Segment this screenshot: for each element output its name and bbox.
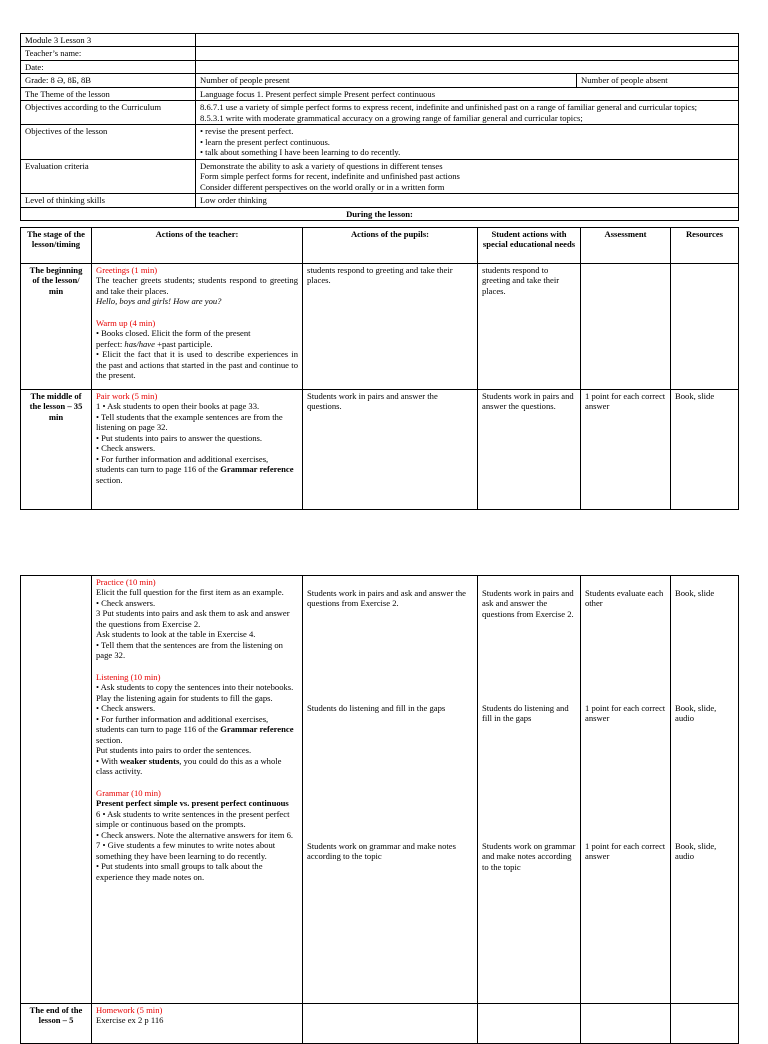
col-pupils: Actions of the pupils:: [303, 228, 478, 264]
thinking-value: Low order thinking: [196, 194, 739, 207]
curriculum-label: Objectives according to the Curriculum: [21, 101, 196, 125]
greetings-quote: Hello, boys and girls! How are you?: [96, 296, 222, 307]
warmup-line-3: • Elicit the fact that it is used to describe experiences in the past and actions that started in the past and continue to the present.: [96, 349, 298, 381]
pairwork-line-2: • Tell students that the example sentences are from the listening on page 32.: [96, 411, 283, 433]
text: Grammar reference: [220, 464, 294, 475]
text: • For further information and additional exercises, students can turn to page 116 of the: [96, 713, 269, 735]
resources-main: [671, 576, 739, 1004]
greetings-title: Greetings (1 min): [96, 265, 158, 275]
practice-line-1: Elicit the full question for the first item as an example.: [96, 587, 284, 598]
listening-resources: Book, slide, audio: [675, 703, 717, 724]
col-resources: Resources: [671, 228, 739, 264]
practice-resources: Book, slide: [675, 588, 715, 598]
during-lesson-heading: During the lesson:: [21, 207, 739, 220]
curriculum-objective-2: 8.5.3.1 write with moderate grammatical accuracy on a growing range of familiar general and curricular topics;: [200, 112, 583, 123]
pupil-actions-main: [303, 576, 478, 1004]
text: • With: [96, 755, 120, 766]
pairwork-line-4: • Check answers.: [96, 443, 156, 454]
lesson-objective-1: • revise the present perfect.: [200, 126, 294, 137]
pairwork-line-1: 1 • Ask students to open their books at page 33.: [96, 401, 260, 412]
module-label: Module 3 Lesson 3: [21, 34, 196, 47]
spacer: [96, 661, 298, 672]
date-value: [196, 60, 739, 73]
lesson-info-table: [20, 33, 739, 221]
resources-pairwork: Book, slide: [671, 390, 739, 510]
assessment-beginning: [581, 264, 671, 390]
teacher-actions-pairwork: [92, 390, 303, 510]
stage-middle-continued: [21, 576, 92, 1004]
resources-beginning: [671, 264, 739, 390]
listening-special: Students do listening and fill in the gaps: [482, 703, 569, 724]
grade: Grade: 8 Ә, 8Б, 8В: [21, 74, 196, 87]
practice-line-3: 3 Put students into pairs and ask them to ask and answer the questions from Exercise 2.: [96, 608, 290, 629]
stage-end: The end of the lesson – 5: [21, 1004, 92, 1044]
practice-line-5: • Tell them that the sentences are from the listening on page 32.: [96, 639, 283, 661]
spacer: [96, 777, 298, 788]
text: Grammar reference: [220, 724, 294, 735]
text: perfect:: [96, 338, 125, 349]
grammar-title: Grammar (10 min): [96, 787, 161, 798]
text: • For further information and additional exercises, students can turn to page 116 of the: [96, 453, 269, 475]
pupil-actions-pairwork: Students work in pairs and answer the questions.: [303, 390, 478, 510]
criterion-2: Form simple perfect forms for recent, indefinite and unfinished past actions: [200, 171, 460, 182]
theme-value: Language focus 1. Present perfect simple Present perfect continuous: [196, 87, 739, 100]
practice-line-4: Ask students to look at the table in Exercise 4.: [96, 629, 256, 640]
curriculum-value: [196, 101, 739, 125]
grammar-pupils: Students work on grammar and make notes according to the topic: [307, 841, 456, 862]
criterion-3: Consider different perspectives on the world orally or in a written form: [200, 181, 445, 192]
text: , you could do this as a whole class activity.: [96, 755, 282, 777]
special-actions-beginning: students respond to greeting and take their places.: [478, 264, 581, 390]
teacher-value: [196, 47, 739, 60]
module-value: [196, 34, 739, 47]
text: +past participle.: [154, 338, 213, 349]
objectives-label: Objectives of the lesson: [21, 125, 196, 159]
special-actions-pairwork: Students work in pairs and answer the questions.: [478, 390, 581, 510]
pupil-actions-beginning: students respond to greeting and take their places.: [303, 264, 478, 390]
greetings-text: The teacher greets students; students respond to greeting and take their places.: [96, 275, 298, 296]
assessment-main: [581, 576, 671, 1004]
stage-middle: The middle of the lesson – 35 min: [21, 390, 92, 510]
warmup-line-1: • Books closed. Elicit the form of the present: [96, 328, 251, 339]
listening-line-3: • Check answers.: [96, 703, 156, 714]
lesson-plan-table: [20, 227, 739, 510]
teacher-actions-beginning: [92, 264, 303, 390]
warmup-line-2: [96, 339, 298, 349]
listening-line-4: [96, 714, 298, 745]
lesson-objective-2: • learn the present perfect continuous.: [200, 136, 330, 147]
listening-pupils: Students do listening and fill in the gaps: [307, 703, 446, 713]
pairwork-line-3: • Put students into pairs to answer the questions.: [96, 432, 263, 443]
practice-title: Practice (10 min): [96, 577, 156, 587]
homework-text: Exercise ex 2 p 116: [96, 1015, 164, 1026]
present-count: Number of people present: [196, 74, 577, 87]
curriculum-objective-1: 8.6.7.1 use a variety of simple perfect forms to express recent, indefinite and unfinished past on a range of familiar general and curricular topics;: [200, 102, 698, 113]
criterion-1: Demonstrate the ability to ask a variety of questions in different tenses: [200, 160, 443, 171]
text: section.: [96, 474, 123, 485]
evaluation-label: Evaluation criteria: [21, 159, 196, 193]
col-stage: The stage of the lesson/timing: [21, 228, 92, 264]
text: has/have: [124, 338, 155, 349]
teacher-label: Teacher’s name:: [21, 47, 196, 60]
col-special-needs: Student actions with special educational needs: [478, 228, 581, 264]
objectives-value: [196, 125, 739, 159]
pairwork-line-5: [96, 454, 298, 485]
teacher-actions-main: [92, 576, 303, 1004]
warmup-title: Warm up (4 min): [96, 317, 156, 328]
grammar-special: Students work on grammar and make notes according to the topic: [482, 841, 576, 872]
homework-title: Homework (5 min): [96, 1005, 163, 1015]
absent-count: Number of people absent: [577, 74, 739, 87]
lesson-plan-table-continued: [20, 575, 739, 1044]
listening-title: Listening (10 min): [96, 671, 161, 682]
grammar-line-4: • Put students into small groups to talk about the experience they made notes on.: [96, 861, 263, 882]
spacer: [96, 307, 298, 318]
stage-beginning: The beginning of the lesson/ min: [21, 264, 92, 390]
grammar-line-3: 7 • Give students a few minutes to write notes about something they have been learning to do recently.: [96, 840, 276, 861]
special-actions-main: [478, 576, 581, 1004]
listening-assessment: 1 point for each correct answer: [585, 703, 666, 724]
listening-line-2: Play the listening again for students to fill the gaps.: [96, 692, 273, 703]
pairwork-title: Pair work (5 min): [96, 391, 158, 401]
col-assessment: Assessment: [581, 228, 671, 264]
col-teacher: Actions of the teacher:: [92, 228, 303, 264]
grammar-line-2: • Check answers. Note the alternative answers for item 6.: [96, 829, 294, 840]
practice-special: Students work in pairs and ask and answer the questions from Exercise 2.: [482, 588, 574, 619]
assessment-pairwork: 1 point for each correct answer: [581, 390, 671, 510]
grammar-resources: Book, slide, audio: [675, 841, 717, 862]
grammar-line-1: 6 • Ask students to write sentences in the present perfect simple or continuous based on the prompts.: [96, 808, 290, 830]
grammar-heading: Present perfect simple vs. present perfect continuous: [96, 798, 289, 809]
date-label: Date:: [21, 60, 196, 73]
lesson-objective-3: • talk about something I have been learning to do recently.: [200, 147, 401, 158]
text: section.: [96, 734, 123, 745]
thinking-label: Level of thinking skills: [21, 194, 196, 207]
evaluation-value: [196, 159, 739, 193]
grammar-assessment: 1 point for each correct answer: [585, 841, 666, 862]
listening-line-5: Put students into pairs to order the sentences.: [96, 745, 252, 756]
practice-assessment: Students evaluate each other: [585, 588, 664, 609]
theme-label: The Theme of the lesson: [21, 87, 196, 100]
practice-pupils: Students work in pairs and ask and answer the questions from Exercise 2.: [307, 588, 466, 609]
practice-line-2: • Check answers.: [96, 597, 156, 608]
listening-line-6: [96, 756, 298, 777]
text: weaker students: [120, 755, 180, 766]
listening-line-1: • Ask students to copy the sentences into their notebooks.: [96, 682, 294, 693]
